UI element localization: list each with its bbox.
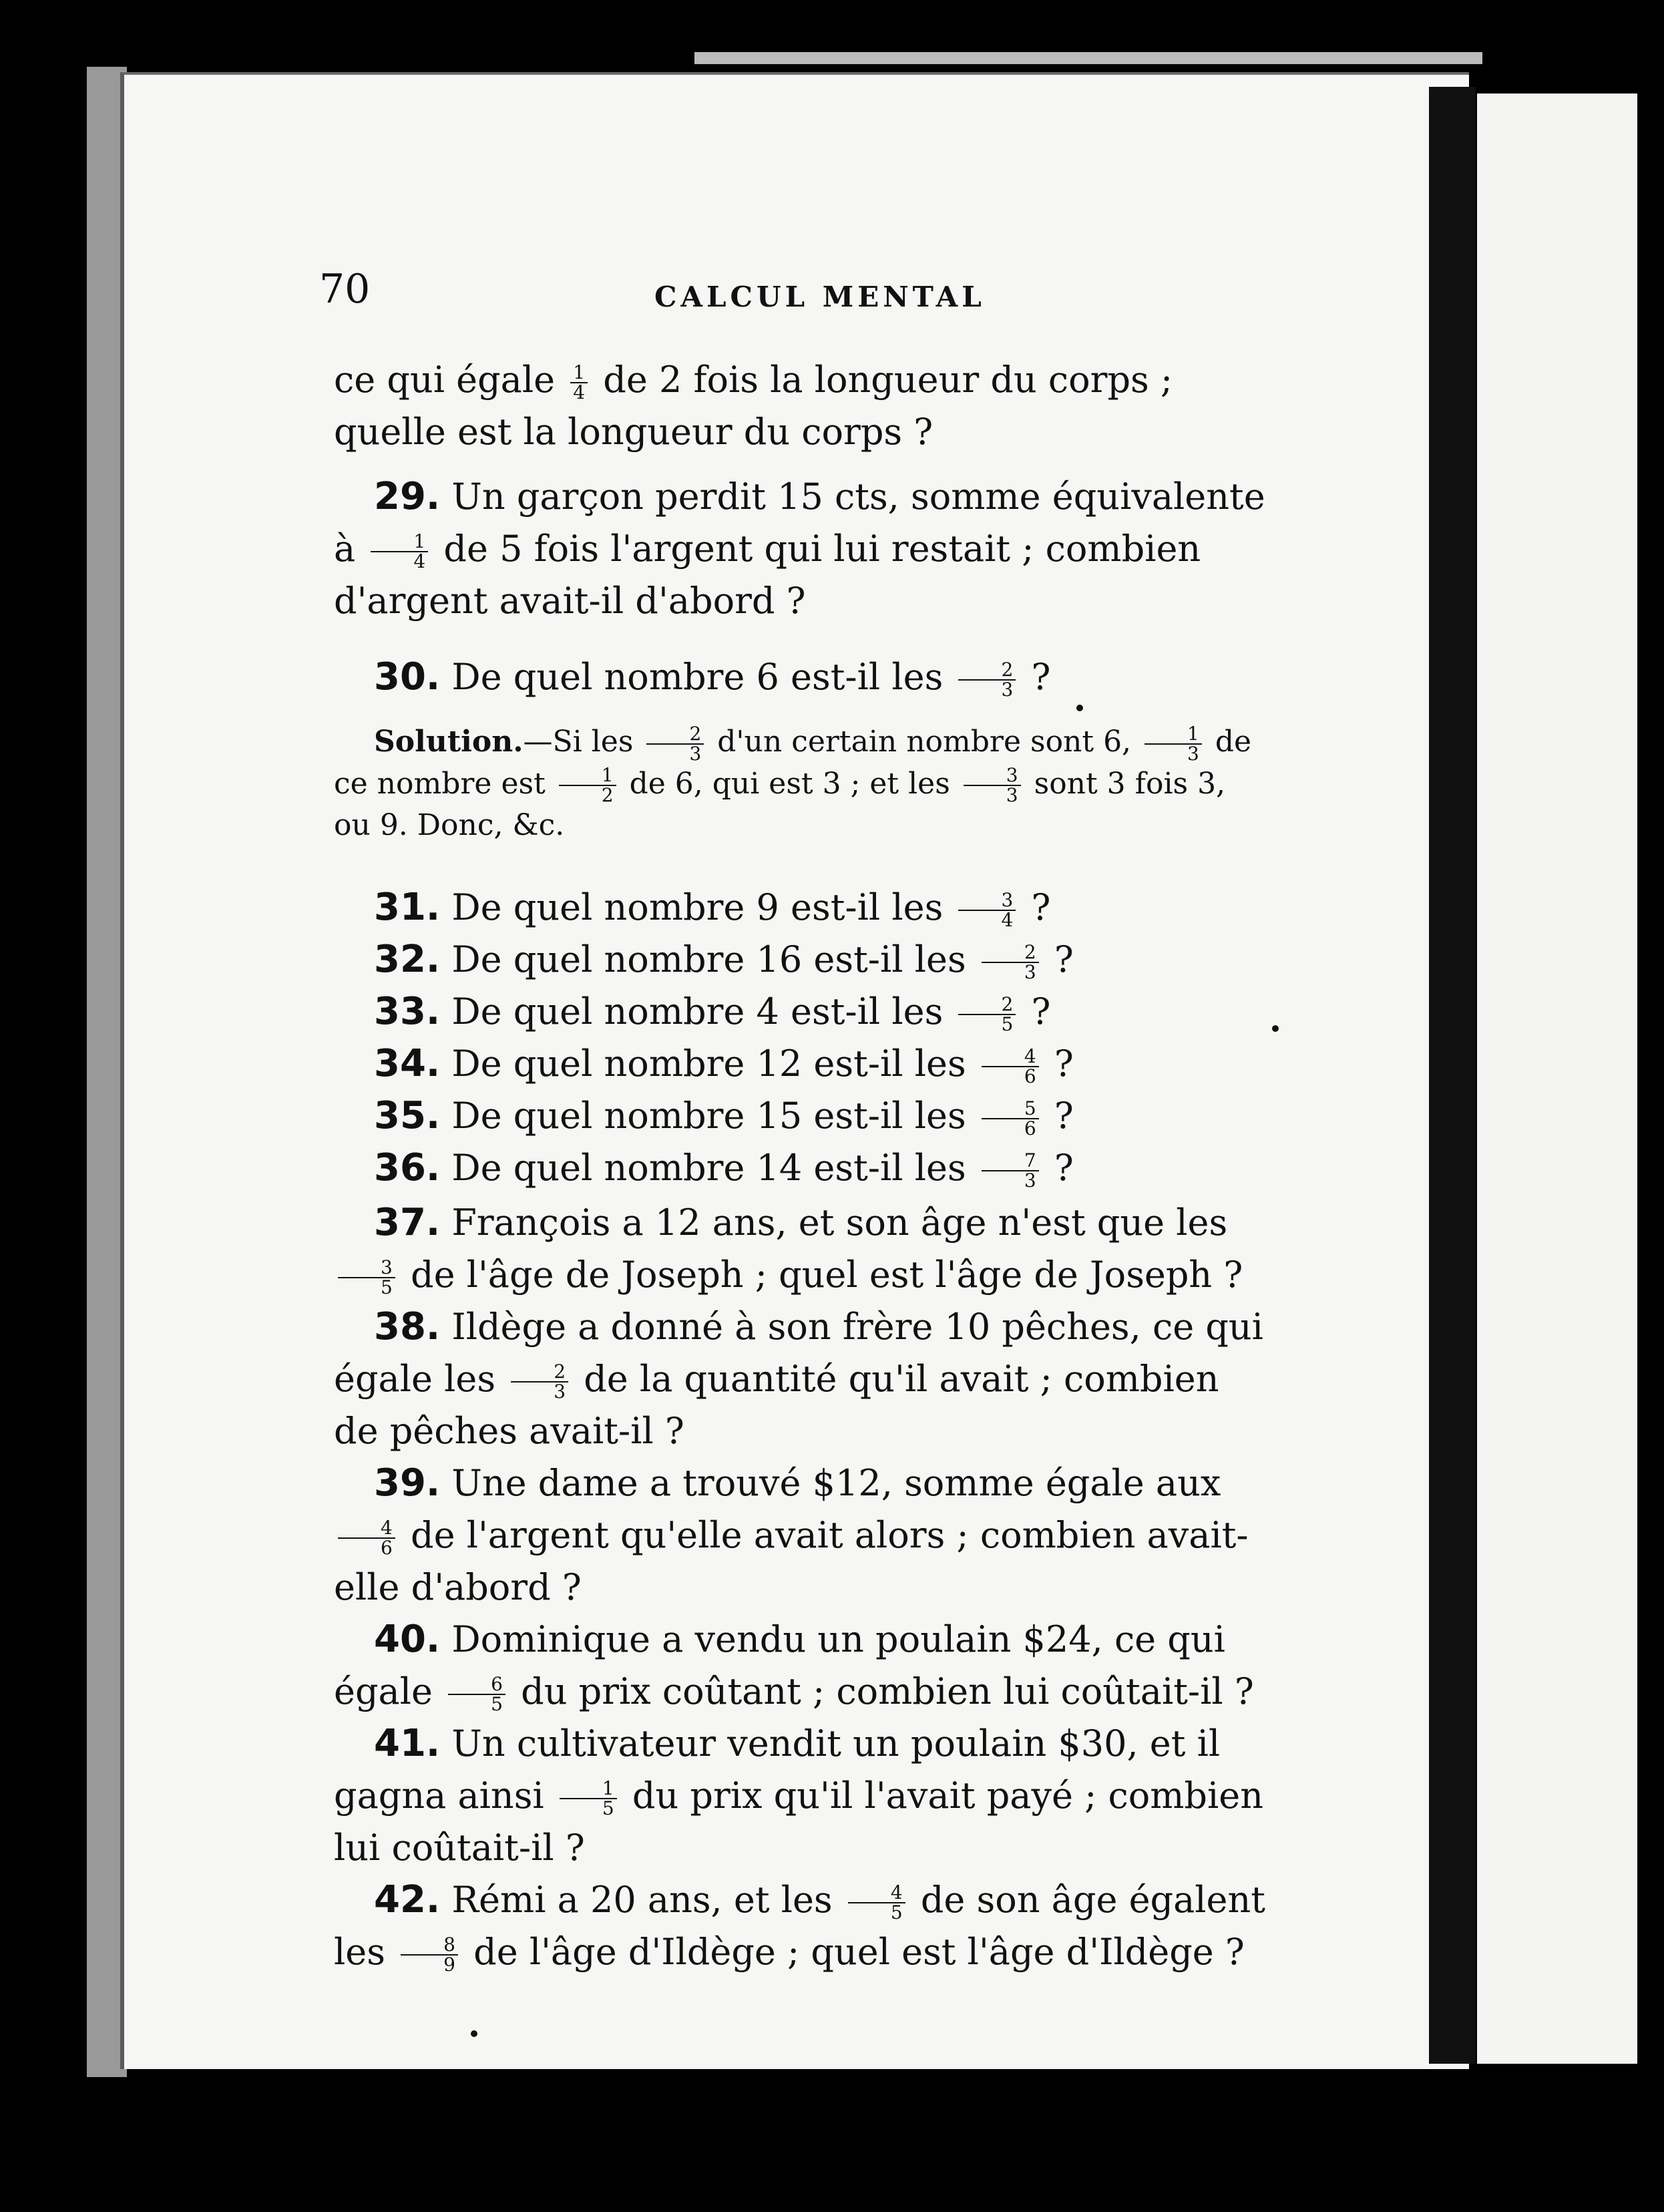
fraction: $\frac{3}{5}$ <box>338 1258 395 1297</box>
fraction: $\frac{1}{4}$ <box>570 363 588 402</box>
problem-41: 41. Un cultivateur vendit un poulain $30, et il gagna ainsi $\frac{1}{5}$ du prix qu'il l'avait payé ; combien lui coûtait-il ? <box>334 1722 1263 1869</box>
running-title: CALCUL MENTAL <box>654 281 986 313</box>
fraction: $\frac{5}{6}$ <box>982 1099 1039 1138</box>
problem-29: 29. Un garçon perdit 15 cts, somme équivalente à $\frac{1}{4}$ de 5 fois l'argent qui lui restait ; combien d'argent avait-il d'abord ? <box>334 475 1265 622</box>
problem-37: 37. François a 12 ans, et son âge n'est que les $\frac{3}{5}$ de l'âge de Joseph ; quel est l'âge de Joseph ? <box>334 1197 1269 1301</box>
problem-31: 31. De quel nombre 9 est-il les $\frac{3}{4}$ ? <box>374 886 1051 931</box>
page-number: 70 <box>319 266 371 313</box>
intro-paragraph: ce qui égale $\frac{1}{4}$ de 2 fois la longueur du corps ; quelle est la longueur du corps ? <box>334 359 1173 453</box>
fraction: $\frac{1}{3}$ <box>1145 725 1202 763</box>
ink-speck <box>1076 705 1083 711</box>
fraction: $\frac{8}{9}$ <box>401 1936 458 1974</box>
facing-page <box>1477 94 1637 2064</box>
problem-35: 35. De quel nombre 15 est-il les $\frac{5}{6}$ ? <box>374 1094 1074 1139</box>
fraction: $\frac{2}{3}$ <box>646 725 704 763</box>
fraction: $\frac{4}{5}$ <box>848 1883 905 1922</box>
fraction: $\frac{7}{3}$ <box>982 1151 1039 1190</box>
fraction: $\frac{2}{3}$ <box>511 1362 568 1401</box>
ink-speck <box>1272 1025 1279 1032</box>
problem-number: 30. <box>374 655 441 699</box>
fraction: $\frac{1}{5}$ <box>560 1779 617 1818</box>
short-problems-list <box>334 882 1269 1194</box>
fraction: $\frac{2}{5}$ <box>958 995 1016 1034</box>
solution-paragraph: Solution.—Si les $\frac{2}{3}$ d'un certain nombre sont 6, $\frac{1}{3}$ de ce nombre est $\frac{1}{2}$ de 6, qui est 3 ; et les $\frac{3}{3}$ sont 3 fois 3, ou 9. Donc, &c. <box>334 722 1252 842</box>
long-problems-list <box>334 1197 1269 1978</box>
fraction: $\frac{4}{6}$ <box>982 1047 1039 1086</box>
fraction: $\frac{2}{3}$ <box>958 661 1016 699</box>
problem-30: 30. De quel nombre 6 est-il les $\frac{2}{3}$ ? <box>374 655 1051 701</box>
fraction: $\frac{3}{3}$ <box>964 766 1021 805</box>
problem-number: 29. <box>374 475 441 518</box>
fraction: $\frac{4}{6}$ <box>338 1519 395 1557</box>
fraction: $\frac{2}{3}$ <box>982 943 1039 982</box>
problem-40: 40. Dominique a vendu un poulain $24, ce qui égale $\frac{6}{5}$ du prix coûtant ; combien lui coûtait-il ? <box>334 1618 1254 1715</box>
problem-33: 33. De quel nombre 4 est-il les $\frac{2}{5}$ ? <box>374 990 1051 1035</box>
problem-34: 34. De quel nombre 12 est-il les $\frac{4}{6}$ ? <box>374 1042 1074 1087</box>
fraction: $\frac{6}{5}$ <box>448 1675 505 1714</box>
problem-39: 39. Une dame a trouvé $12, somme égale aux $\frac{4}{6}$ de l'argent qu'elle avait alors ; combien avait-elle d'abord ? <box>334 1461 1249 1608</box>
fraction: $\frac{1}{2}$ <box>559 766 616 805</box>
problem-36: 36. De quel nombre 14 est-il les $\frac{7}{3}$ ? <box>374 1146 1074 1191</box>
book-top-edge <box>694 52 1482 64</box>
problem-32: 32. De quel nombre 16 est-il les $\frac{2}{3}$ ? <box>374 938 1074 983</box>
solution-label: Solution. <box>374 725 524 759</box>
fraction: $\frac{1}{4}$ <box>371 532 428 571</box>
book-gutter <box>1429 87 1476 2064</box>
problem-42: 42. Rémi a 20 ans, et les $\frac{4}{5}$ de son âge égalent les $\frac{8}{9}$ de l'âge d'Ildège ; quel est l'âge d'Ildège ? <box>334 1878 1265 1976</box>
ink-speck <box>471 2030 477 2037</box>
problem-38: 38. Ildège a donné à son frère 10 pêches, ce qui égale les $\frac{2}{3}$ de la quantité qu'il avait ; combien de pêches avait-il ? <box>334 1305 1263 1452</box>
fraction: $\frac{3}{4}$ <box>958 891 1016 930</box>
